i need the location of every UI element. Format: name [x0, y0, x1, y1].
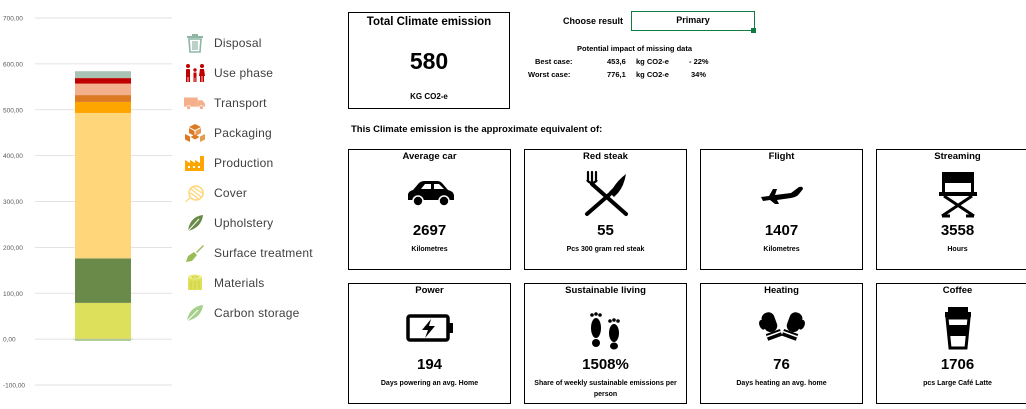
card-unit: Days powering an avg. Home — [380, 380, 479, 387]
bar-segment-disposal — [75, 71, 131, 78]
family-icon — [184, 62, 206, 84]
total-emission-panel — [348, 12, 510, 109]
card-title: Power — [415, 285, 444, 296]
legend — [184, 28, 344, 328]
y-tick-label: 300,00 — [3, 199, 23, 206]
bar-segment-upholstery — [75, 258, 131, 302]
choose-result-label: Choose result — [563, 16, 624, 26]
card-value: 1706 — [940, 356, 975, 373]
worst-case-unit: kg CO2-e — [636, 70, 669, 79]
legend-label: Surface treatment — [214, 246, 313, 260]
card-value: 1407 — [764, 222, 799, 239]
legend-label: Carbon storage — [214, 306, 300, 320]
card-title: Average car — [402, 151, 457, 162]
worst-case-label: Worst case: — [528, 70, 571, 79]
legend-item-upholstery — [184, 208, 344, 238]
card-title: Flight — [768, 151, 795, 162]
total-emission-value: 580 — [409, 48, 449, 74]
equivalent-title: This Climate emission is the approximate equivalent of: — [351, 124, 603, 135]
legend-item-surface-treatment — [184, 238, 344, 268]
mittens-icon — [701, 304, 862, 352]
choose-result-cell[interactable]: Primary — [631, 11, 755, 31]
card-unit: Days heating an avg. home — [736, 380, 827, 387]
legend-label: Upholstery — [214, 216, 274, 230]
card-heating — [700, 283, 863, 404]
carbon-leaf-icon — [184, 302, 206, 324]
card-unit: Share of weekly sustainable emissions per person — [534, 380, 677, 398]
best-case-value: 453,6 — [607, 57, 626, 66]
legend-label: Packaging — [214, 126, 272, 140]
y-tick-label: 200,00 — [3, 244, 23, 252]
bar-segment-use-phase — [75, 78, 131, 84]
y-tick-label: 700,00 — [3, 15, 23, 23]
card-title: Heating — [764, 285, 799, 296]
y-tick-label: -100,00 — [3, 382, 26, 390]
legend-item-disposal — [184, 28, 344, 58]
y-tick-label: 100,00 — [3, 290, 23, 298]
card-title: Red steak — [583, 151, 628, 162]
missing-data-title: Potential impact of missing data — [577, 44, 693, 53]
legend-label: Production — [214, 156, 274, 170]
legend-label: Transport — [214, 96, 267, 110]
legend-label: Cover — [214, 186, 248, 200]
card-title: Sustainable living — [565, 285, 646, 296]
best-case-percent: - 22% — [689, 57, 709, 66]
total-emission-unit: KG CO2-e — [410, 92, 448, 101]
card-unit: Kilometres — [763, 246, 800, 253]
boxes-icon — [184, 122, 206, 144]
card-unit: pcs Large Café Latte — [923, 380, 992, 387]
card-value: 76 — [773, 356, 790, 373]
director-chair-icon — [877, 170, 1026, 218]
y-tick-label: 500,00 — [3, 107, 23, 115]
legend-item-production — [184, 148, 344, 178]
legend-item-materials — [184, 268, 344, 298]
legend-label: Materials — [214, 276, 265, 290]
card-coffee — [876, 283, 1026, 404]
stacked-bar-chart — [0, 0, 175, 409]
card-unit: Hours — [947, 246, 968, 253]
yarn-icon — [184, 182, 206, 204]
card-red-steak — [524, 149, 687, 270]
worst-case-value: 776,1 — [607, 70, 626, 79]
legend-label: Use phase — [214, 66, 274, 80]
total-emission-title: Total Climate emission — [366, 16, 492, 28]
brush-icon — [184, 242, 206, 264]
worst-case-percent: 34% — [691, 70, 707, 79]
card-value: 1508% — [582, 356, 629, 373]
y-tick-label: 400,00 — [3, 153, 23, 161]
card-value: 194 — [416, 356, 443, 373]
card-unit: Kilometres — [411, 246, 448, 253]
card-flight — [700, 149, 863, 270]
battery-charging-icon — [349, 304, 510, 352]
bar-segment-packaging — [75, 95, 131, 102]
y-tick-label: 600,00 — [3, 61, 23, 69]
best-case-label: Best case: — [535, 57, 573, 66]
factory-icon — [184, 152, 206, 174]
card-title: Coffee — [942, 285, 973, 296]
bar-segment-cover — [75, 113, 131, 258]
y-tick-label: 0,00 — [3, 336, 16, 344]
bar-segment-transport — [75, 84, 131, 95]
legend-item-packaging — [184, 118, 344, 148]
legend-item-transport — [184, 88, 344, 118]
legend-label: Disposal — [214, 36, 262, 50]
footprints-icon — [525, 304, 686, 352]
bar-segment-materials — [75, 303, 131, 339]
legend-item-use-phase — [184, 58, 344, 88]
card-unit: Pcs 300 gram red steak — [566, 246, 645, 253]
trash-icon — [184, 32, 206, 54]
card-sustainable-living — [524, 283, 687, 404]
card-value: 55 — [597, 222, 614, 239]
card-value: 2697 — [412, 222, 447, 239]
car-icon — [349, 170, 510, 218]
card-streaming — [876, 149, 1026, 270]
airplane-icon — [701, 170, 862, 218]
cell-fill-handle[interactable] — [751, 28, 756, 33]
legend-item-cover — [184, 178, 344, 208]
legend-item-carbon-storage — [184, 298, 344, 328]
card-average-car — [348, 149, 511, 270]
fork-knife-icon — [525, 170, 686, 218]
best-case-unit: kg CO2-e — [636, 57, 669, 66]
bar-segment-production — [75, 102, 131, 113]
card-title: Streaming — [934, 151, 981, 162]
leaf-icon — [184, 212, 206, 234]
coffee-cup-icon — [877, 304, 1026, 352]
card-value: 3558 — [940, 222, 975, 239]
card-power — [348, 283, 511, 404]
logs-icon — [184, 272, 206, 294]
truck-icon — [184, 92, 206, 114]
